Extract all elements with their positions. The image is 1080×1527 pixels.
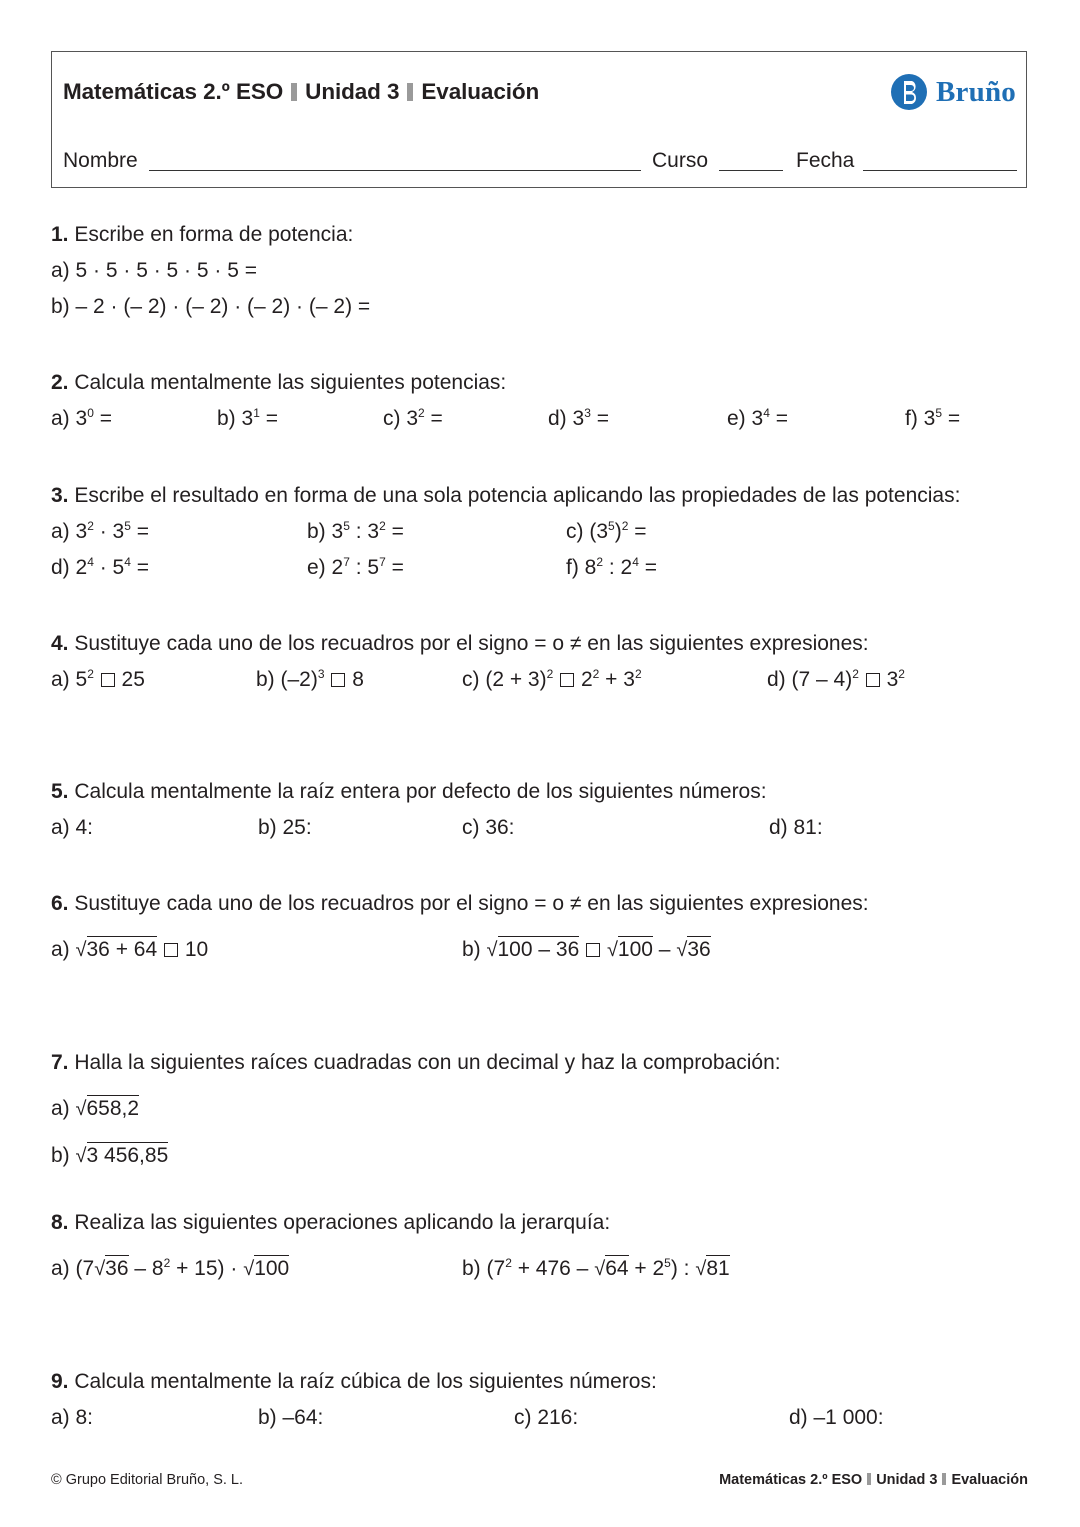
question-2: 2. Calcula mentalmente las siguientes potencias: [51, 371, 507, 394]
q1-item-b: b) – 2 · (– 2) · (– 2) · (– 2) · (– 2) = [51, 295, 371, 318]
q7-item-b: b) √3 456,85 [51, 1144, 169, 1167]
q5-item-a: a) 4: [51, 816, 94, 839]
question-3: 3. Escribe el resultado en forma de una sola potencia aplicando las propiedades de las potencias: [51, 484, 961, 507]
q5-item-c: c) 36: [462, 816, 515, 839]
title-separator [407, 83, 413, 101]
question-9: 9. Calcula mentalmente la raíz cúbica de los siguientes números: [51, 1370, 657, 1393]
course-label: Curso [652, 149, 709, 172]
bruno-logo [890, 72, 1016, 112]
q2-item-e: e) $3^4$ = [727, 406, 788, 430]
q9-item-b: b) –64: [258, 1406, 324, 1429]
q4-item-c: c) $(2 + 3)^2$ $2^2 + 3^2$ [462, 667, 642, 691]
course-field[interactable] [719, 170, 783, 171]
q7-item-a: a) √658,2 [51, 1097, 140, 1120]
name-label: Nombre [63, 149, 138, 172]
footer-separator [942, 1473, 946, 1485]
answer-box[interactable] [164, 943, 178, 957]
q9-item-a: a) 8: [51, 1406, 94, 1429]
q8-item-a: a) $(7√36 - 8^2 + 15) \cdot √100$ [51, 1256, 290, 1280]
header-box [51, 51, 1027, 188]
answer-box[interactable] [560, 673, 574, 687]
q4-item-d: d) (7 – 4)$^2$ $3^2$ [767, 667, 905, 691]
q9-item-d: d) –1 000: [789, 1406, 884, 1429]
q3-item-c: c) $(3^5)^2$ = [566, 519, 647, 543]
q1-item-a: a) 5 · 5 · 5 · 5 · 5 · 5 = [51, 259, 257, 282]
answer-box[interactable] [331, 673, 345, 687]
brand-name: Bruño [936, 75, 1016, 108]
q2-item-c: c) $3^2$ = [383, 406, 443, 430]
answer-box[interactable] [586, 943, 600, 957]
q5-item-b: b) 25: [258, 816, 312, 839]
footer-copyright: © Grupo Editorial Bruño, S. L. [51, 1472, 244, 1488]
q6-item-b: b) √100 – 36 √100 – √36 [462, 938, 711, 961]
question-4: 4. Sustituye cada uno de los recuadros por el signo = o ≠ en las siguientes expresiones: [51, 632, 869, 655]
date-label: Fecha [796, 149, 855, 172]
student-fields [63, 149, 1016, 175]
q2-item-d: d) $3^3$ = [548, 406, 609, 430]
q3-item-e: e) $2^7$ : $5^7$ = [307, 555, 404, 579]
q5-item-d: d) 81: [769, 816, 823, 839]
q2-item-b: b) $3^1$ = [217, 406, 278, 430]
q2-item-f: f) $3^5$ = [905, 406, 961, 430]
name-field[interactable] [149, 170, 641, 171]
page-title: Matemáticas 2.º ESO Unidad 3 Evaluación [63, 79, 540, 104]
bruno-b-icon [890, 73, 928, 111]
question-6: 6. Sustituye cada uno de los recuadros por el signo = o ≠ en las siguientes expresiones: [51, 892, 869, 915]
q4-item-b: b) $(-2)^3$ 8 [256, 667, 364, 691]
q4-item-a: a) $5^2$ 25 [51, 667, 145, 691]
q3-item-d: d) $2^4 \cdot 5^4$ = [51, 555, 150, 579]
question-1: 1. Escribe en forma de potencia: [51, 223, 354, 246]
footer-separator [867, 1473, 871, 1485]
q9-item-c: c) 216: [514, 1406, 579, 1429]
question-5: 5. Calcula mentalmente la raíz entera por defecto de los siguientes números: [51, 780, 767, 803]
q3-item-a: a) $3^2 \cdot 3^5$ = [51, 519, 150, 543]
answer-box[interactable] [101, 673, 115, 687]
q3-item-f: f) $8^2$ : $2^4$ = [566, 555, 658, 579]
q3-item-b: b) $3^5$ : $3^2$ = [307, 519, 404, 543]
question-7: 7. Halla la siguientes raíces cuadradas con un decimal y haz la comprobación: [51, 1051, 781, 1074]
answer-box[interactable] [866, 673, 880, 687]
q2-item-a: a) $3^0$ = [51, 406, 112, 430]
question-8: 8. Realiza las siguientes operaciones aplicando la jerarquía: [51, 1211, 611, 1234]
q6-item-a: a) √36 + 64 10 [51, 938, 209, 961]
title-separator [291, 83, 297, 101]
date-field[interactable] [863, 170, 1017, 171]
q8-item-b: b) $(7^2 + 476 - √64 + 2^5)$ : √81 [462, 1256, 730, 1280]
footer-title: Matemáticas 2.º ESO Unidad 3 Evaluación [719, 1472, 1028, 1488]
